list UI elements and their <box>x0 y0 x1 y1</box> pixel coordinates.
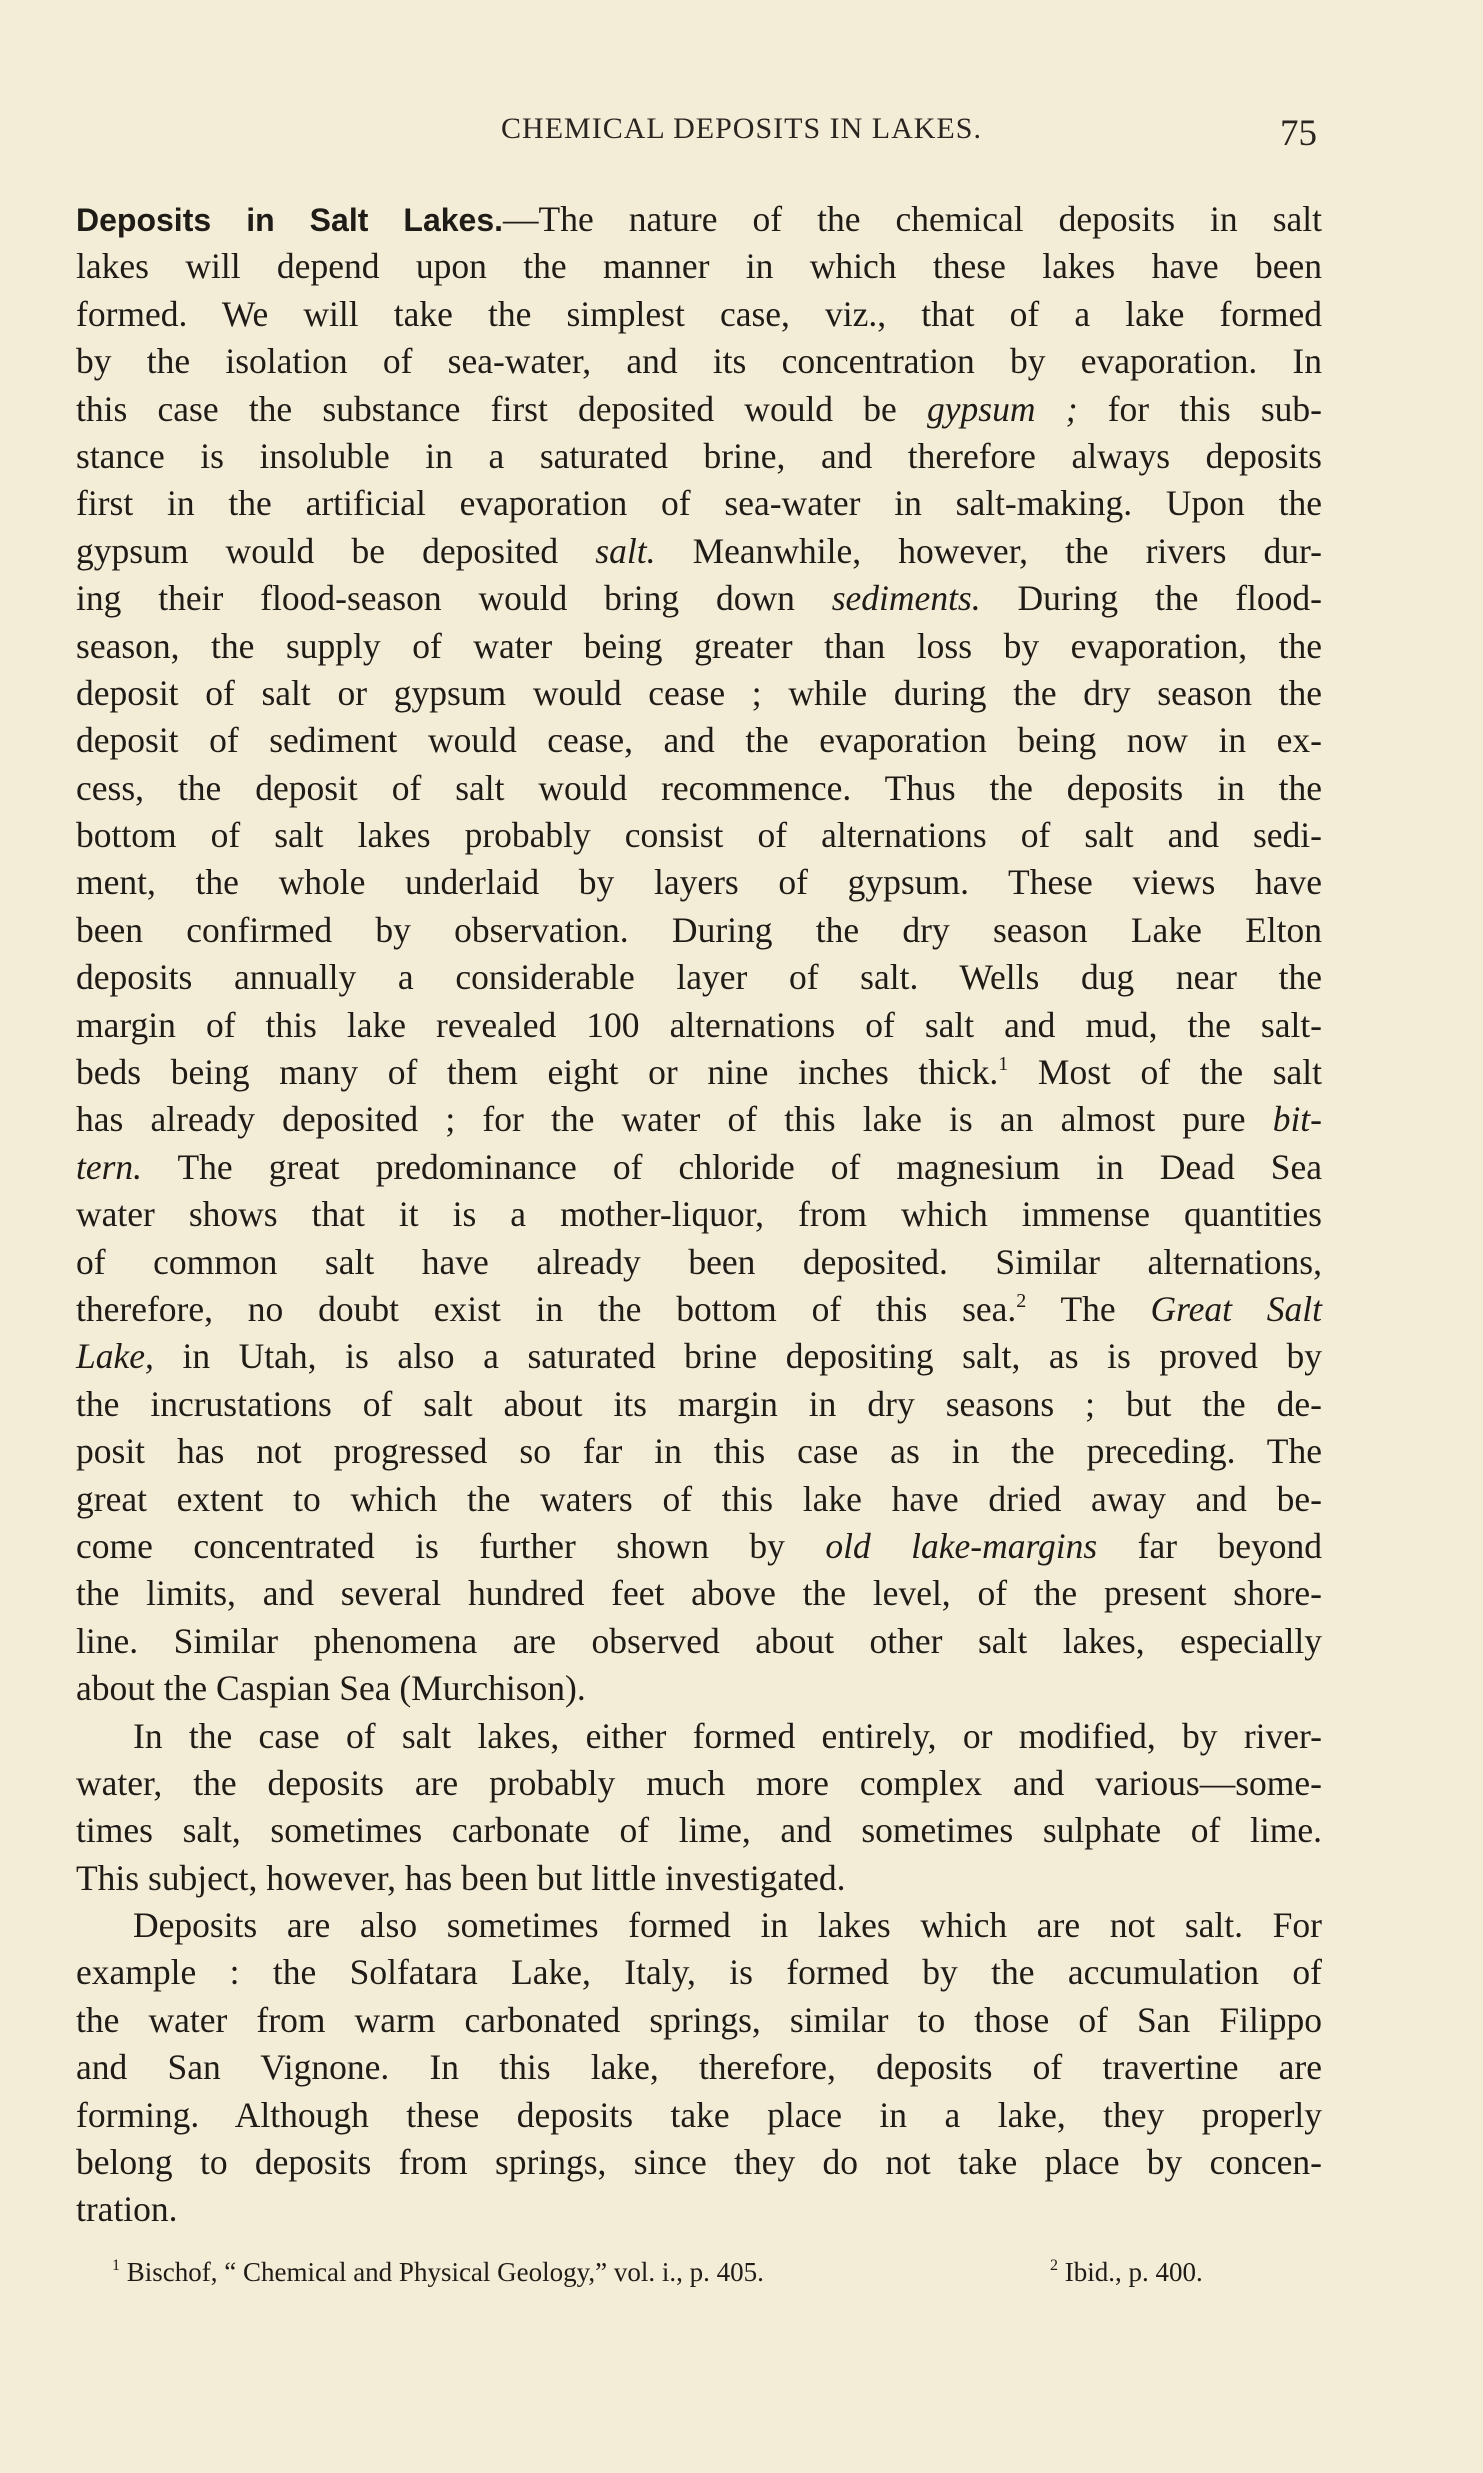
text-line: by the isolation of sea-water, and its concentration by evaporation. In <box>76 341 1322 382</box>
footnote-ref-2: 2 <box>1016 1289 1027 1312</box>
text-line: the limits, and several hundred feet above the level, of the present shore- <box>76 1573 1322 1614</box>
footnote-text: Bischof, “ Chemical and Physical Geology,” vol. i., p. 405. <box>120 2257 764 2287</box>
text-run: therefore, no doubt exist in the bottom of this sea. <box>76 1288 1017 1329</box>
text-run: The <box>1026 1288 1151 1329</box>
text-line: In the case of salt lakes, either formed entirely, or modified, by river- <box>133 1715 1322 1756</box>
text-line <box>76 528 1322 575</box>
text-line: the incrustations of salt about its margin in dry seasons ; but the de- <box>76 1383 1322 1424</box>
text-run: Most of the salt <box>1008 1052 1322 1093</box>
text-line: margin of this lake revealed 100 alternations of salt and mud, the salt- <box>76 1004 1322 1045</box>
page-number: 75 <box>1280 113 1317 154</box>
text-line: deposits annually a considerable layer of salt. Wells dug near the <box>76 957 1322 998</box>
text-line: of common salt have already been deposited. Similar alternations, <box>76 1241 1322 1282</box>
italic-term: tern. <box>76 1146 143 1187</box>
italic-term: gypsum ; <box>927 388 1078 429</box>
text-line <box>76 1049 1322 1096</box>
text-line <box>76 1333 1322 1380</box>
text-run: ing their flood-season would bring down <box>76 578 832 619</box>
text-line: cess, the deposit of salt would recommence. Thus the deposits in the <box>76 767 1322 808</box>
text-line: lakes will depend upon the manner in which these lakes have been <box>76 246 1322 287</box>
section-heading: Deposits in Salt Lakes. <box>76 202 504 238</box>
text-line: deposit of salt or gypsum would cease ; while during the dry season the <box>76 672 1322 713</box>
text-line <box>76 1286 1322 1333</box>
text-line: season, the supply of water being greater than loss by evaporation, the <box>76 625 1322 666</box>
text-run: for this sub- <box>1077 388 1322 429</box>
text-line: stance is insoluble in a saturated brine, and therefore always deposits <box>76 435 1322 476</box>
footnote-2 <box>1050 2255 1203 2289</box>
text-line: water shows that it is a mother-liquor, from which immense quantities <box>76 1194 1322 1235</box>
text-run: has already deposited ; for the water of this lake is an almost pure <box>76 1099 1273 1140</box>
italic-term: bit- <box>1272 1099 1322 1140</box>
italic-term: Great Salt <box>1150 1288 1322 1329</box>
text-line <box>76 1523 1322 1570</box>
text-line: and San Vignone. In this lake, therefore, deposits of travertine are <box>76 2047 1322 2088</box>
text-line: ment, the whole underlaid by layers of gypsum. These views have <box>76 862 1322 903</box>
running-title: CHEMICAL DEPOSITS IN LAKES. <box>501 112 982 145</box>
text-line: This subject, however, has been but little investigated. <box>76 1857 846 1898</box>
text-run: —The nature of the chemical deposits in salt <box>503 199 1322 239</box>
text-run: Meanwhile, however, the rivers dur- <box>655 530 1322 571</box>
text-line: forming. Although these deposits take place in a lake, they properly <box>76 2094 1322 2135</box>
body-text <box>76 196 1322 2234</box>
footnote-mark: 2 <box>1050 2257 1058 2274</box>
text-line <box>76 575 1322 622</box>
text-line <box>76 196 1322 243</box>
text-run: come concentrated is further shown by <box>76 1525 826 1566</box>
text-run: The great predominance of chloride of magnesium in Dead Sea <box>142 1146 1322 1187</box>
text-run: During the flood- <box>980 578 1322 619</box>
italic-term: sediments. <box>831 578 981 619</box>
text-run: this case the substance first deposited would be <box>76 388 928 429</box>
text-line: the water from warm carbonated springs, similar to those of San Filippo <box>76 1999 1322 2040</box>
text-line: line. Similar phenomena are observed about other salt lakes, especially <box>76 1620 1322 1661</box>
text-line: bottom of salt lakes probably consist of alternations of salt and sedi- <box>76 815 1322 856</box>
text-line: first in the artificial evaporation of sea-water in salt-making. Upon the <box>76 483 1322 524</box>
text-line: posit has not progressed so far in this case as in the preceding. The <box>76 1431 1322 1472</box>
text-line: been confirmed by observation. During the dry season Lake Elton <box>76 909 1322 950</box>
text-line: great extent to which the waters of this lake have dried away and be- <box>76 1478 1322 1519</box>
text-line: belong to deposits from springs, since they do not take place by concen- <box>76 2142 1322 2183</box>
text-line: water, the deposits are probably much more complex and various—some- <box>76 1762 1322 1803</box>
text-run: far beyond <box>1097 1525 1322 1566</box>
footnote-1 <box>112 2255 764 2289</box>
text-line <box>76 1096 1322 1143</box>
text-line: times salt, sometimes carbonate of lime, and sometimes sulphate of lime. <box>76 1810 1322 1851</box>
text-line <box>76 386 1322 433</box>
text-line: about the Caspian Sea (Murchison). <box>76 1668 586 1709</box>
italic-term: Lake, <box>76 1336 154 1377</box>
footnote-ref-1: 1 <box>998 1053 1009 1076</box>
text-run: gypsum would be deposited <box>76 530 596 571</box>
italic-term: old lake-margins <box>825 1525 1098 1566</box>
footnote-text: Ibid., p. 400. <box>1058 2257 1203 2287</box>
text-line: deposit of sediment would cease, and the evaporation being now in ex- <box>76 720 1322 761</box>
italic-term: salt. <box>595 530 656 571</box>
text-run: in Utah, is also a saturated brine depositing salt, as is proved by <box>153 1336 1322 1377</box>
text-line: Deposits are also sometimes formed in lakes which are not salt. For <box>133 1905 1322 1946</box>
footnote-mark: 1 <box>112 2257 120 2274</box>
text-line <box>76 1144 1322 1191</box>
text-line: tration. <box>76 2189 178 2230</box>
text-line: formed. We will take the simplest case, viz., that of a lake formed <box>76 293 1322 334</box>
text-line: example : the Solfatara Lake, Italy, is formed by the accumulation of <box>76 1952 1322 1993</box>
text-run: beds being many of them eight or nine inches thick. <box>76 1052 999 1093</box>
